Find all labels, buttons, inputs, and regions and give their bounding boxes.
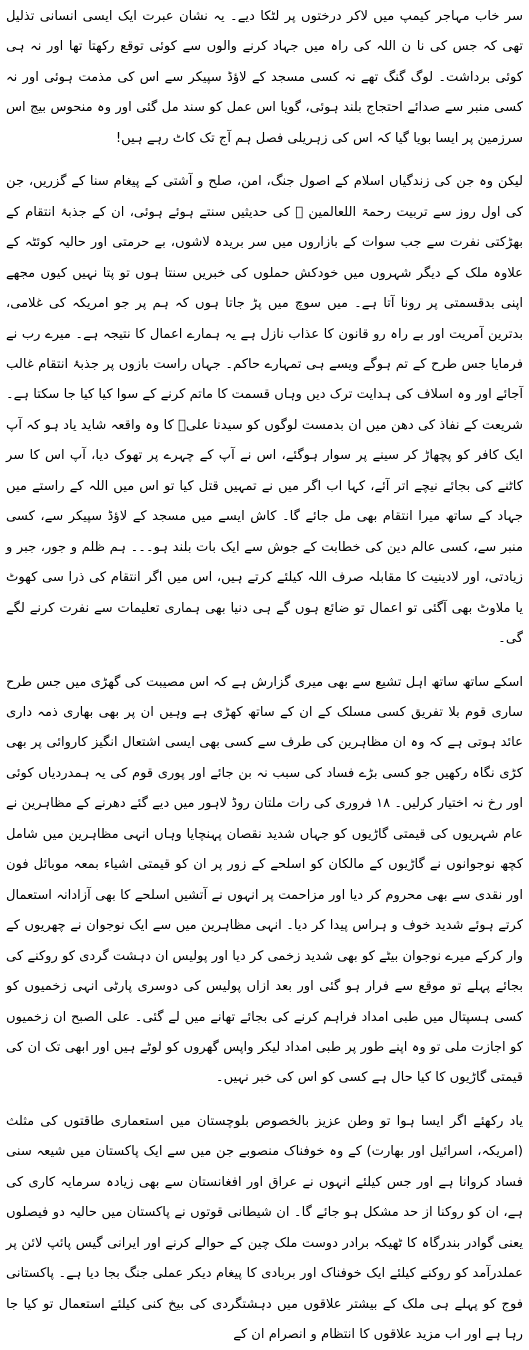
article-paragraph-1: سر خاب مہاجر کیمپ میں لاکر درختوں پر لٹکا دیے۔ یہ نشان عبرت ایک ایسی انسانی تذلیل تھی کہ جس کی نا ن اللہ کی راہ میں جہاد کرنے والوں سے کوئی توقع رکھتا تھا اور نہ ہی کوئی برداشت۔ لوگ گنگ تھے نہ کسی مسجد کے لاؤڈ سپیکر سے اس کی مذمت ہوئی اور نہ کسی منبر سے صدائے احتجاج بلند ہوئی، گویا اس عمل کو سند مل گئی اور وہ منحوس بیج اس سرزمین پر ایسا بویا گیا کہ اس کی زہریلی فصل ہم آج تک کاٹ رہے ہیں! — [6, 9, 523, 146]
article-paragraph-3: اسکے ساتھ ساتھ اہل تشیع سے بھی میری گزارش ہے کہ اس مصیبت کی گھڑی میں جس طرح ساری قوم بلا تفریق کسی مسلک کے ان کے ساتھ کھڑی ہے وہیں ان پر بھی بھاری ذمہ داری عائد ہوتی ہے کہ وہ ان مظاہرین کی طرف سے کسی بھی ایسی اشتعال انگیز کاروائی پر بھی کڑی نگاہ رکھیں جو کسی بڑے فساد کی سبب نہ بن جائے اور پوری قوم کی یہ ہمدردیاں کوئی اور رخ نہ اختیار کرلیں۔ ۱۸ فروری کی رات ملتان روڈ لاہور میں دیے گئے دھرنے کے مظاہرین نے عام شہریوں کی قیمتی گاڑیوں کو جہاں شدید نقصان پہنچایا وہاں انہی مظاہرین میں شامل کچھ نوجوانوں نے گاڑیوں کے مالکان کو اسلحے کے زور پر ان کو قیمتی اشیاء بمعہ موبائل فون اور نقدی سے بھی محروم کر دیا اور مزاحمت پر انہوں نے آتشیں اسلحے کا بھی آزادانہ استعمال کرتے ہوئے شدید خوف و ہراس پیدا کر دیا۔ انہی مظاہرین میں سے ایک نوجوان نے چھریوں کے وار کرکے میرے نوجوان بیٹے کو بھی شدید زخمی کر دیا اور پولیس ان دہشت گردی کو روکنے کی بجائے پہلے تو موقع سے فرار ہو گئی اور بعد ازاں پولیس کی دوسری پارٹی انہی زخمیوں کو کسی ہسپتال میں طبی امداد فراہم کرنے کی بجائے تھانے میں لے گئی۔ علی الصبح ان زخمیوں کو اجازت ملی تو وہ اپنے طور پر طبی امداد لیکر واپس گھروں کو لوٹے ہیں اور ابھی تک ان کی قیمتی گاڑیوں کا کیا حال ہے کسی کو اس کی خبر نہیں۔ — [6, 674, 523, 1086]
article-paragraph-2: لیکن وہ جن کی زندگیاں اسلام کے اصول جنگ، امن، صلح و آشتی کے پیغام سنا کے گزریں، جن کی اول روز سے تربیت رحمۃ اللعالمین ﷺ کی حدیثیں سنتے ہوئے ہوئی، ان کے جذبۂ انتقام کے بھڑکتی نفرت سے جب سوات کے بازاروں میں سر بریدہ لاشوں، بے حرمتی اور حالیہ کوئٹہ کے علاوہ ملک کے دیگر شہروں میں خودکش حملوں کی خبریں سنتا ہوں تو پتا نہیں کیوں مجھے اپنی بدقسمتی پر رونا آتا ہے۔ میں سوچ میں پڑ جاتا ہوں کہ ہم پر جو امریکہ کی غلامی، بدترین آمریت اور بے راہ رو قانون کا عذاب نازل ہے یہ ہمارے اعمال کا نتیجہ ہے۔ میرے رب نے فرمایا جس طرح کے تم ہوگے ویسے ہی تمہارے حاکم۔ جہاں راست بازوں پر جذبۂ انتقام غالب آجائے اور وہ اسلاف کی ہدایت ترک دیں وہاں قسمت کا ماتم کرنے کے سوا کیا کیا جا سکتا ہے۔ شریعت کے نفاذ کی دھن میں ان بدمست لوگوں کو سیدنا علیؓ کا وہ واقعہ شاید یاد ہو کہ آپ ایک کافر کو پچھاڑ کر سینے پر سوار ہوگئے، اس نے آپ کے چہرے پر تھوک دیا، آپ اس کا سر کاٹنے کی بجائے نیچے اتر آئے، کہا اب اگر میں نے تمہیں قتل کیا تو اس میں اللہ کے راستے میں جہاد کے ساتھ میرا انتقام بھی مل جائے گا۔ کاش ایسے میں مسجد کے لاؤڈ سپیکر سے، کسی منبر سے، کسی عالم دین کی خطابت کے جوش سے ایک بات بلند ہو۔۔۔ ہم ظلم و جور، جبر و زیادتی، اور لادینیت کا مقابلہ صرف اللہ کیلئے کرتے ہیں، اس میں اگر انتقام کی ذرا سی کھوٹ یا ملاوٹ بھی آگئی تو اعمال تو ضائع ہوں گے ہی دنیا بھی ہماری تعلیمات سے نفرت کرنے لگے گی۔ — [6, 174, 523, 647]
article-paragraph-4: یاد رکھئے اگر ایسا ہوا تو وطن عزیز بالخصوص بلوچستان میں استعماری طاقتوں کی مثلث (امریکہ، اسرائیل اور بھارت) کے وہ خوفناک منصوبے جن میں سے ایک پاکستان میں شیعہ سنی فساد کروانا ہے اور جس کیلئے انہوں نے عراق اور افغانستان سے بھی زیادہ سرمایہ کاری کی ہے، ان کو روکنا از حد مشکل ہو جائے گا۔ ان شیطانی قوتوں نے پاکستان میں حالیہ دو فیصلوں یعنی گوادر بندرگاہ کا ٹھیکہ برادر دوست ملک چین کے حوالے کرنے اور ایرانی گیس پائپ لائن پر عملدرآمد کو روکنے کیلئے ایک خوفناک اور بربادی کا پیغام دیکر عملی جنگ بجا دیا ہے۔ پاکستانی فوج کو پہلے ہی ملک کے بیشتر علاقوں میں دہشتگردی کی بیخ کنی کیلئے استعمال تو کیا جا رہا ہے اور اب مزید علاقوں کا انتظام و انصرام ان کے — [6, 1113, 523, 1343]
